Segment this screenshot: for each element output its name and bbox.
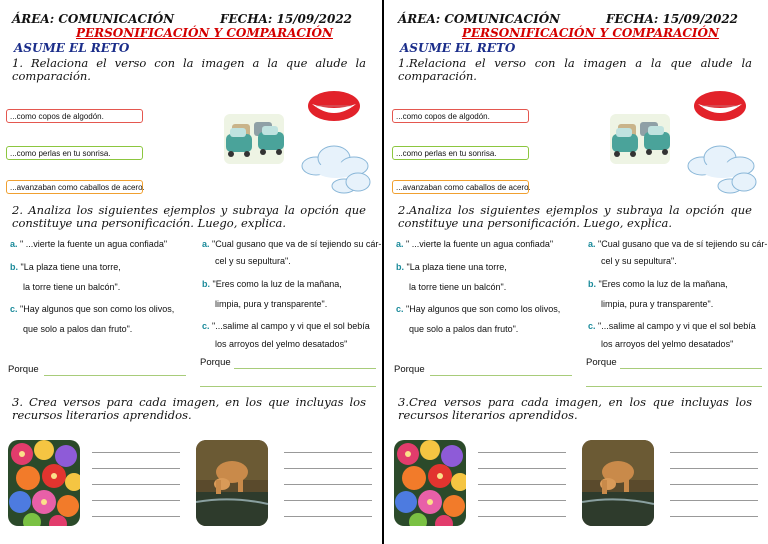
question-2: 2. Analiza los siguientes ejemplos y subraya la opción que constituye una personificación. Luego, explica. xyxy=(12,203,366,230)
worksheet-right xyxy=(386,0,768,544)
porque-label: Porque xyxy=(200,357,231,368)
example-b2: b. "Eres como la luz de la mañana, xyxy=(202,279,342,289)
answer-line[interactable] xyxy=(200,386,376,387)
example-b1-line2: la torre tiene un balcón". xyxy=(409,282,507,292)
example-c2: c. "...salime al campo y vi que el sol bebía xyxy=(588,321,756,331)
question-1: 1. Relaciona el verso con la imagen a la que alude la comparación. xyxy=(12,56,366,83)
cloud-icon xyxy=(302,146,370,193)
question-2: 2.Analiza los siguientes ejemplos y subraya la opción que constituye una personificación. Luego, explica. xyxy=(398,203,752,230)
example-b2: b. "Eres como la luz de la mañana, xyxy=(588,279,728,289)
porque-label: Porque xyxy=(8,364,39,375)
example-a2-line2: cel y su sepultura". xyxy=(215,256,291,266)
answer-line[interactable] xyxy=(620,368,762,369)
example-a1: a. " ...vierte la fuente un agua confiada" xyxy=(10,239,168,249)
dog-drinking-image xyxy=(582,440,654,526)
verse-box-pearls: ...como perlas en tu sonrisa. xyxy=(392,146,529,160)
page-divider xyxy=(382,0,384,544)
example-c1: c. "Hay algunos que son como los olivos, xyxy=(10,304,175,314)
question-3: 3.Crea versos para cada imagen, en los que incluyas los recursos literarios aprendidos. xyxy=(398,395,752,422)
example-a1: a. " ...vierte la fuente un agua confiada" xyxy=(396,239,554,249)
worksheet-title: PERSONIFICACIÓN Y COMPARACIÓN xyxy=(462,26,719,40)
example-c1: c. "Hay algunos que son como los olivos, xyxy=(396,304,561,314)
answer-line[interactable] xyxy=(586,386,762,387)
example-c2: c. "...salime al campo y vi que el sol bebía xyxy=(202,321,370,331)
illustrations xyxy=(534,88,764,200)
reto-heading: ASUME EL RETO xyxy=(400,41,516,55)
date-label: FECHA: 15/09/2022 xyxy=(220,12,353,26)
answer-line[interactable] xyxy=(234,368,376,369)
example-a2: a. "Cual gusano que va de sí tejiendo su cár- xyxy=(202,239,382,249)
lips-icon xyxy=(308,91,360,121)
cars-icon xyxy=(610,114,670,164)
lips-icon xyxy=(694,91,746,121)
answer-line[interactable] xyxy=(44,375,186,376)
example-c1-line2: que solo a palos dan fruto". xyxy=(23,324,133,334)
verse-box-horses: ...avanzaban como caballos de acero. xyxy=(6,180,143,194)
example-c2-line2: los arroyos del yelmo desatados" xyxy=(215,339,348,349)
cars-icon xyxy=(224,114,284,164)
date-label: FECHA: 15/09/2022 xyxy=(606,12,739,26)
area-label: ÁREA: COMUNICACIÓN xyxy=(12,12,175,26)
worksheet-left xyxy=(0,0,382,544)
example-c1-line2: que solo a palos dan fruto". xyxy=(409,324,519,334)
example-b1: b. "La plaza tiene una torre, xyxy=(396,262,507,272)
verse-box-horses: ...avanzaban como caballos de acero. xyxy=(392,180,529,194)
worksheet-title: PERSONIFICACIÓN Y COMPARACIÓN xyxy=(76,26,333,40)
verse-box-pearls: ...como perlas en tu sonrisa. xyxy=(6,146,143,160)
example-b1-line2: la torre tiene un balcón". xyxy=(23,282,121,292)
example-b2-line2: limpia, pura y transparente". xyxy=(601,299,714,309)
question-1: 1.Relaciona el verso con la imagen a la que alude la comparación. xyxy=(398,56,752,83)
flowers-image xyxy=(8,440,80,526)
verse-box-cotton: ...como copos de algodón. xyxy=(6,109,143,123)
example-a2-line2: cel y su sepultura". xyxy=(601,256,677,266)
answer-line[interactable] xyxy=(430,375,572,376)
example-c2-line2: los arroyos del yelmo desatados" xyxy=(601,339,734,349)
verse-box-cotton: ...como copos de algodón. xyxy=(392,109,529,123)
flowers-image xyxy=(394,440,466,526)
cloud-icon xyxy=(688,146,756,193)
example-b2-line2: limpia, pura y transparente". xyxy=(215,299,328,309)
dog-drinking-image xyxy=(196,440,268,526)
example-b1: b. "La plaza tiene una torre, xyxy=(10,262,121,272)
porque-label: Porque xyxy=(586,357,617,368)
area-label: ÁREA: COMUNICACIÓN xyxy=(398,12,561,26)
illustrations xyxy=(148,88,378,200)
reto-heading: ASUME EL RETO xyxy=(14,41,130,55)
question-3: 3. Crea versos para cada imagen, en los que incluyas los recursos literarios aprendidos. xyxy=(12,395,366,422)
porque-label: Porque xyxy=(394,364,425,375)
example-a2: a. "Cual gusano que va de sí tejiendo su cár- xyxy=(588,239,768,249)
